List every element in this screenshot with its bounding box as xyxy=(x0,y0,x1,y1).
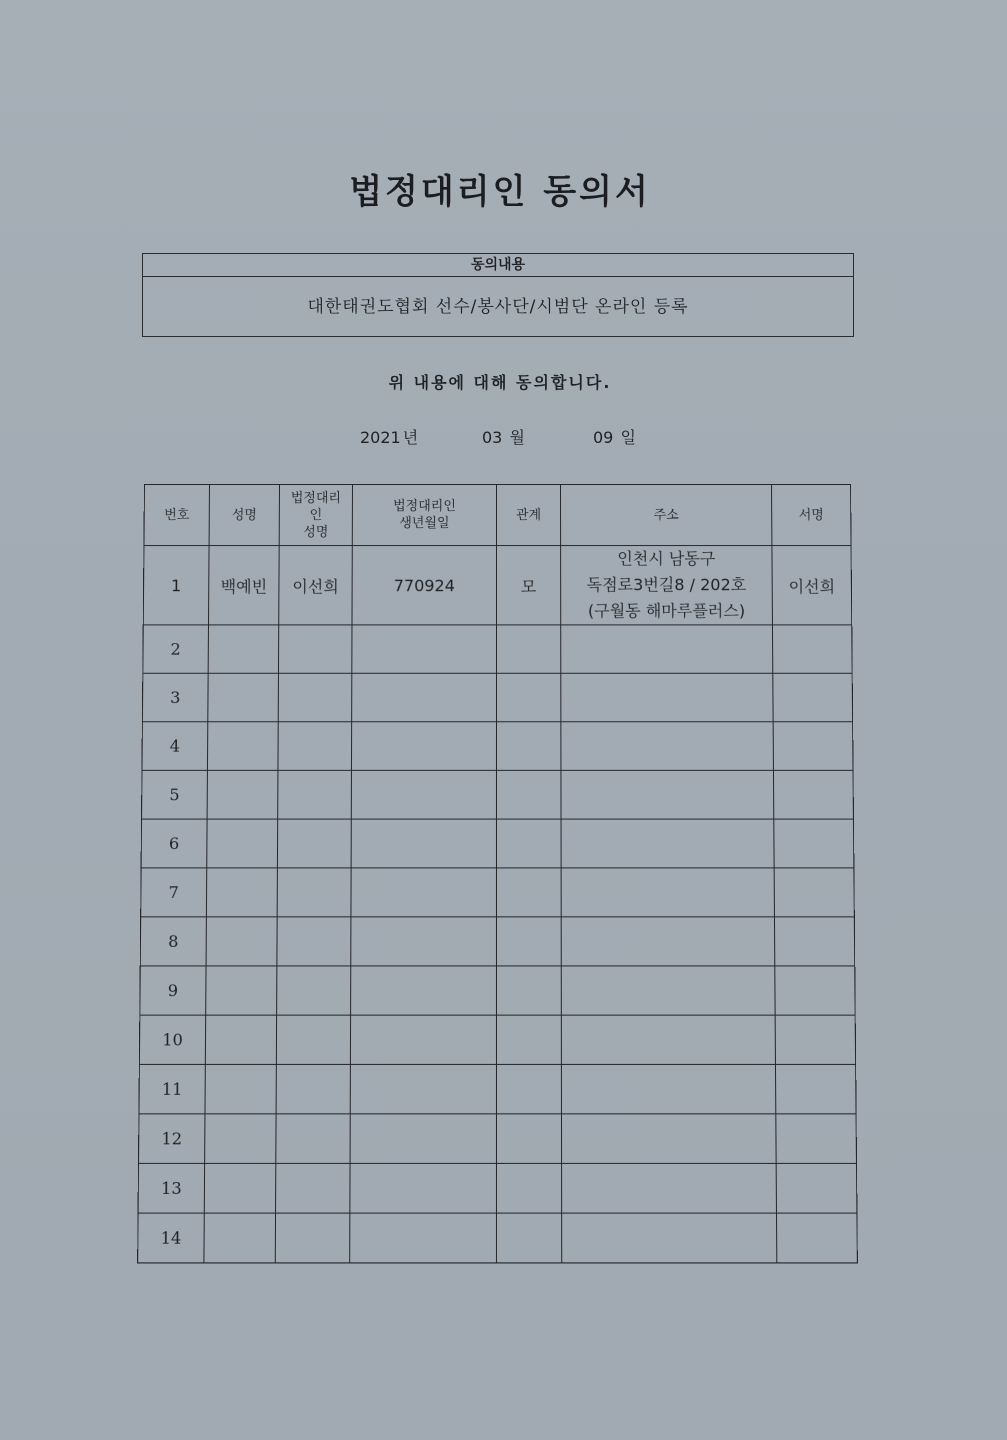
agreement-text: 위 내용에 대해 동의합니다. xyxy=(388,373,612,392)
cell-guardian-name: 이선희 xyxy=(279,546,353,625)
cell-guardian-birth xyxy=(351,868,497,917)
cell-name xyxy=(207,770,278,819)
cell-address xyxy=(561,966,775,1015)
table-row xyxy=(141,819,854,868)
header-no: 번호 xyxy=(144,484,210,545)
header-guardian-name-line2: 인 xyxy=(309,507,323,523)
table-row xyxy=(139,1064,856,1113)
address-line2: 독점로3번길8 / 202호 xyxy=(586,575,747,595)
cell-signature xyxy=(773,673,853,721)
cell-guardian-name xyxy=(275,1213,350,1263)
date-day-value: 09 xyxy=(593,428,614,447)
cell-no: 2 xyxy=(143,625,209,673)
cell-address xyxy=(562,1163,777,1213)
cell-name xyxy=(207,819,278,868)
cell-guardian-name xyxy=(278,625,352,673)
cell-relation xyxy=(496,1015,561,1064)
cell-address xyxy=(561,722,774,771)
cell-address xyxy=(562,1213,777,1263)
cell-no: 1 xyxy=(143,546,209,625)
cell-address xyxy=(561,1015,775,1064)
header-guardian-name-line3: 성명 xyxy=(303,524,329,540)
cell-signature xyxy=(773,722,853,771)
cell-guardian-name xyxy=(276,1015,350,1064)
cell-name xyxy=(208,673,279,721)
cell-guardian-birth xyxy=(351,966,497,1015)
date-month-value: 03 xyxy=(482,428,503,447)
cell-guardian-birth xyxy=(350,1213,497,1263)
table-row xyxy=(138,1163,857,1213)
cell-address xyxy=(561,1064,775,1113)
date-year xyxy=(360,425,420,448)
table-row xyxy=(142,722,853,771)
cell-address xyxy=(561,917,775,966)
cell-guardian-name xyxy=(276,1163,351,1213)
cell-guardian-name xyxy=(276,1114,350,1164)
table-header-row xyxy=(144,484,851,545)
cell-relation xyxy=(496,722,560,771)
cell-no: 3 xyxy=(142,673,208,721)
header-relation: 관계 xyxy=(496,484,560,545)
cell-no: 5 xyxy=(142,770,208,819)
cell-name xyxy=(204,1213,276,1263)
header-name: 성명 xyxy=(209,484,279,545)
cell-relation xyxy=(496,868,561,917)
cell-guardian-birth xyxy=(350,1114,496,1164)
cell-signature xyxy=(775,966,855,1015)
cell-guardian-name xyxy=(276,1064,350,1113)
cell-name: 백예빈 xyxy=(208,546,279,625)
cell-guardian-name xyxy=(278,673,352,721)
header-guardian-birth-line1: 법정대리인 xyxy=(393,498,456,515)
guardian-consent-table xyxy=(137,484,858,1263)
cell-no: 8 xyxy=(140,917,206,966)
cell-guardian-birth xyxy=(351,917,497,966)
cell-no: 13 xyxy=(138,1163,205,1213)
cell-address xyxy=(561,819,774,868)
cell-relation xyxy=(496,1163,561,1213)
cell-name xyxy=(206,917,277,966)
cell-guardian-name xyxy=(277,966,351,1015)
cell-no: 7 xyxy=(141,868,207,917)
consent-box xyxy=(142,253,854,337)
cell-signature xyxy=(774,917,854,966)
cell-guardian-birth xyxy=(352,625,497,673)
date-month-unit: 월 xyxy=(509,428,525,447)
cell-relation xyxy=(496,819,561,868)
cell-guardian-birth: 770924 xyxy=(352,546,497,625)
table-row xyxy=(139,1114,857,1164)
consent-header: 동의내용 xyxy=(143,254,853,277)
cell-name xyxy=(206,868,277,917)
cell-relation xyxy=(496,625,560,673)
table-row xyxy=(139,1015,855,1064)
header-guardian-name xyxy=(279,484,352,545)
cell-name xyxy=(206,966,277,1015)
cell-guardian-name xyxy=(278,770,352,819)
consent-body: 대한태권도협회 선수/봉사단/시범단 온라인 등록 xyxy=(307,297,689,317)
cell-relation xyxy=(496,1064,561,1113)
date-month xyxy=(482,425,527,448)
cell-name xyxy=(205,1114,276,1164)
table-body xyxy=(138,546,858,1263)
cell-signature xyxy=(776,1114,857,1164)
cell-relation xyxy=(496,966,561,1015)
header-guardian-birth-line2: 생년월일 xyxy=(399,516,450,532)
address-line1: 인천시 남동구 xyxy=(617,549,716,569)
date-day xyxy=(593,425,638,448)
cell-relation: 모 xyxy=(496,546,560,625)
table-row xyxy=(141,868,855,917)
cell-signature xyxy=(775,1015,855,1064)
header-guardian-birth xyxy=(352,484,496,545)
cell-address xyxy=(561,546,773,625)
cell-no: 12 xyxy=(139,1114,205,1164)
cell-signature xyxy=(774,819,854,868)
cell-no: 10 xyxy=(139,1015,205,1064)
cell-guardian-birth xyxy=(352,673,497,721)
cell-guardian-name xyxy=(277,917,351,966)
cell-no: 14 xyxy=(138,1213,205,1263)
header-signature: 서명 xyxy=(772,484,852,545)
cell-name xyxy=(205,1064,276,1113)
cell-relation xyxy=(496,1114,561,1164)
table-row xyxy=(142,673,852,721)
table-row xyxy=(143,625,852,673)
cell-signature xyxy=(776,1213,857,1263)
cell-guardian-birth xyxy=(350,1015,496,1064)
cell-guardian-name xyxy=(277,819,351,868)
cell-signature: 이선희 xyxy=(772,546,852,625)
date-year-unit: 년 xyxy=(402,428,419,447)
table-row xyxy=(142,770,854,819)
date-year-value: 2021 xyxy=(360,428,401,447)
cell-signature xyxy=(773,770,853,819)
cell-no: 9 xyxy=(140,966,206,1015)
cell-address xyxy=(561,1114,776,1164)
cell-guardian-birth xyxy=(350,1064,496,1113)
cell-guardian-birth xyxy=(351,722,496,771)
cell-no: 11 xyxy=(139,1064,205,1113)
cell-relation xyxy=(496,917,561,966)
cell-guardian-birth xyxy=(350,1163,497,1213)
cell-name xyxy=(204,1163,276,1213)
cell-relation xyxy=(496,1213,561,1263)
cell-no: 4 xyxy=(142,722,208,771)
cell-relation xyxy=(496,770,561,819)
cell-relation xyxy=(496,673,560,721)
cell-address xyxy=(561,625,773,673)
cell-signature xyxy=(774,868,854,917)
address-line3: (구월동 해마루플러스) xyxy=(587,601,746,621)
header-address: 주소 xyxy=(561,484,772,545)
cell-name xyxy=(208,625,279,673)
cell-guardian-name xyxy=(278,722,352,771)
cell-guardian-birth xyxy=(351,770,496,819)
document-title: 법정대리인 동의서 xyxy=(349,172,651,212)
cell-name xyxy=(205,1015,276,1064)
table-row xyxy=(138,1213,858,1263)
cell-guardian-birth xyxy=(351,819,496,868)
cell-address xyxy=(561,868,774,917)
cell-guardian-name xyxy=(277,868,351,917)
cell-address xyxy=(561,673,773,721)
table-row xyxy=(140,966,855,1015)
table-row xyxy=(143,546,851,625)
cell-address xyxy=(561,770,774,819)
cell-no: 6 xyxy=(141,819,207,868)
table-row xyxy=(140,917,854,966)
cell-name xyxy=(207,722,278,771)
header-guardian-name-line1: 법정대리 xyxy=(290,490,342,506)
cell-signature xyxy=(775,1064,856,1113)
cell-signature xyxy=(776,1163,857,1213)
date-day-unit: 일 xyxy=(620,428,636,447)
cell-signature xyxy=(772,625,852,673)
